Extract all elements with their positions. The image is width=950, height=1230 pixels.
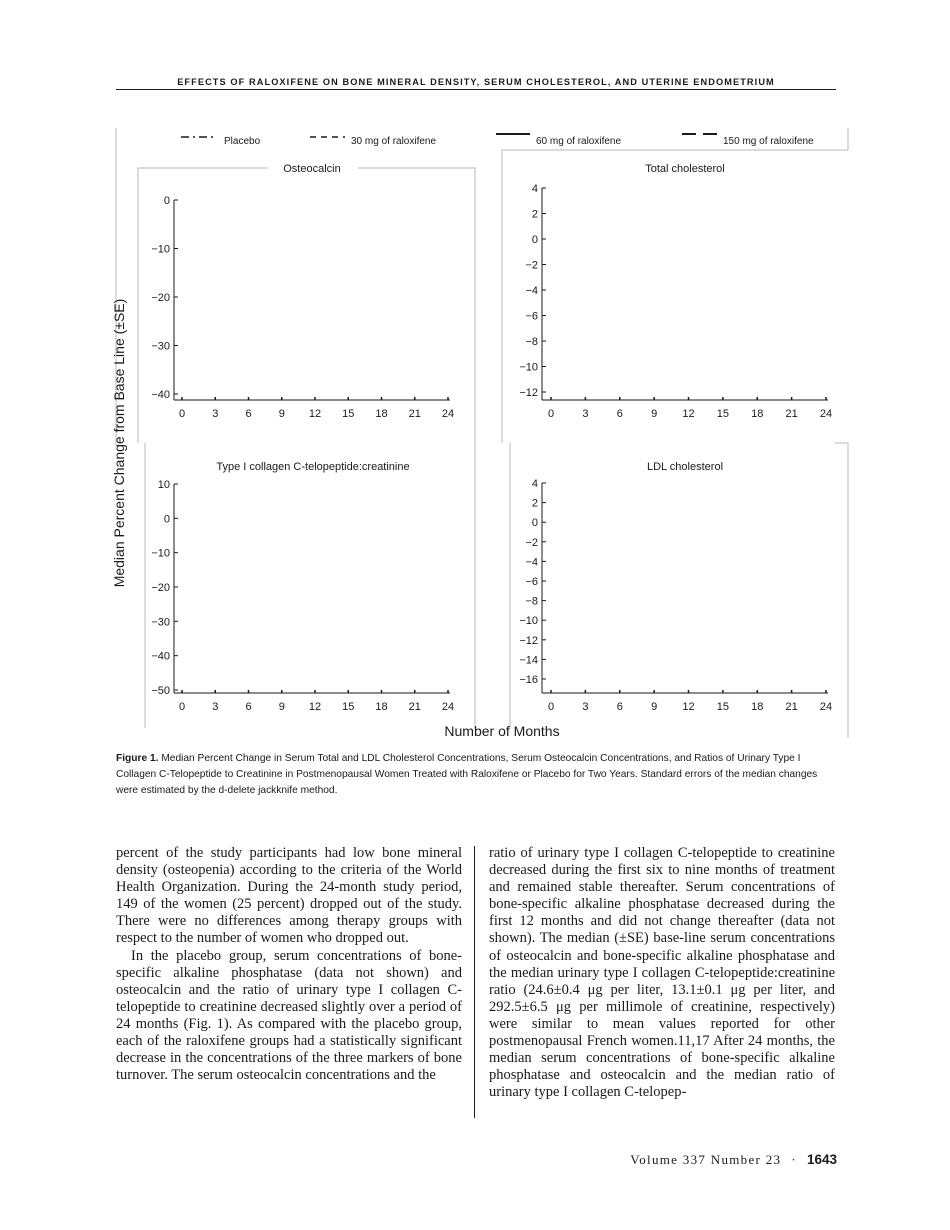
x-tick-label: 9 (651, 701, 658, 713)
x-tick-label: 9 (278, 408, 285, 420)
y-tick-label: −40 (151, 650, 170, 663)
y-tick-label: −2 (525, 536, 538, 549)
x-tick-label: 18 (375, 701, 388, 713)
x-axis-label: Number of Months (444, 723, 560, 739)
journal-issue: Volume 337 Number 23 (630, 1152, 782, 1167)
legend (181, 134, 814, 147)
y-tick-label: −12 (519, 387, 538, 399)
x-tick-label: 0 (178, 408, 186, 420)
x-tick-label: 6 (245, 408, 252, 420)
y-tick-label: −8 (525, 595, 538, 608)
x-tick-label: 9 (278, 701, 285, 713)
legend-label-150mg: 150 mg of raloxifene (723, 136, 814, 147)
y-tick-label: −2 (525, 259, 538, 272)
y-tick-label: −6 (525, 310, 538, 323)
y-tick-label: −10 (519, 615, 538, 628)
body-column-right (489, 845, 835, 1101)
chart-title: Type I collagen C-telopeptide:creatinine (216, 461, 410, 473)
x-tick-label: 0 (547, 408, 555, 420)
chart-title: LDL cholesterol (646, 461, 724, 473)
y-tick-label: −40 (151, 389, 170, 401)
x-tick-label: 6 (616, 701, 623, 713)
page-footer (630, 1152, 837, 1168)
y-tick-label: −14 (519, 654, 538, 667)
x-tick-label: 24 (441, 408, 455, 420)
y-tick-label: −20 (151, 582, 170, 594)
x-tick-label: 6 (245, 701, 252, 713)
y-tick-label: −16 (519, 674, 538, 686)
paragraph: In the placebo group, serum concentrations of bone-specific alkaline phosphatase (data not shown) and osteocalcin and the ratio of urinary type I collagen C-telopeptide to creatinine decreased slightly over a period of 24 months (Fig. 1). As compared with the placebo group, each of the raloxifene groups had a statistically significant decrease in the concentrations of the three markers of bone turnover. The serum osteocalcin concentrations and the (116, 947, 462, 1084)
chart-ctx-creatinine (151, 461, 454, 713)
chart-total-cholesterol (519, 163, 832, 420)
panel-frames (116, 128, 848, 738)
frame-total-cholesterol (502, 128, 848, 443)
page-number: 1643 (806, 1152, 837, 1167)
x-tick-label: 24 (441, 701, 455, 713)
y-tick-label: −4 (525, 285, 538, 297)
x-tick-label: 3 (212, 408, 219, 420)
y-tick-label: −4 (525, 556, 538, 569)
x-tick-label: 15 (716, 408, 729, 420)
x-tick-label: 12 (308, 701, 322, 713)
x-tick-label: 12 (682, 408, 695, 420)
x-tick-label: 21 (785, 701, 798, 713)
y-tick-label: −30 (151, 340, 170, 353)
caption-label: Figure 1. (116, 753, 159, 764)
paragraph: percent of the study participants had low bone mineral density (osteopenia) according to the criteria of the World Health Organization. During the 24-month study period, 149 of the women (25 percent) dropped out of the study. There were no differences among therapy groups with respect to the number of women who dropped out. (116, 845, 462, 947)
x-tick-label: 18 (751, 701, 764, 713)
y-tick-label: 0 (163, 195, 170, 207)
y-tick-label: −10 (519, 361, 538, 374)
legend-label-60mg: 60 mg of raloxifene (536, 136, 622, 147)
paragraph: ratio of urinary type I collagen C-telopeptide to creatinine decreased during the first six to nine months of treatment and remained stable thereafter. Serum concentrations of bone-specific alkaline phosphatase decreased during the first 12 months and did not change thereafter (data not shown). The median (±SE) base-line serum concentrations of osteocalcin and bone-specific alkaline phosphatase and the median urinary type I collagen C-telopeptide:creatinine ratio (24.6±0.4 μg per liter, 13.1±0.1 μg per liter, and 292.5±6.5 μg per millimole of creatinine, respectively) were similar to mean values reported for other postmenopausal French women.11,17 After 24 months, the median serum concentrations of bone-specific alkaline phosphatase and osteocalcin and the median ratio of urinary type I collagen C-telopep- (489, 845, 835, 1101)
running-head: EFFECTS OF RALOXIFENE ON BONE MINERAL DENSITY, SERUM CHOLESTEROL, AND UTERINE ENDOMETRIUM (177, 77, 775, 87)
x-tick-label: 15 (342, 701, 355, 713)
y-tick-label: −10 (151, 547, 170, 560)
y-tick-label: 2 (531, 208, 538, 221)
x-tick-label: 21 (785, 408, 798, 420)
column-rule (474, 846, 475, 1118)
x-tick-label: 15 (342, 408, 355, 420)
y-tick-label: −10 (151, 243, 170, 256)
x-tick-label: 0 (178, 701, 186, 713)
chart-osteocalcin (151, 163, 454, 420)
y-tick-label: −6 (525, 576, 538, 588)
x-tick-label: 3 (582, 408, 589, 420)
y-tick-label: 4 (531, 183, 538, 195)
x-tick-label: 0 (547, 701, 555, 713)
y-tick-label: 0 (531, 234, 538, 246)
x-tick-label: 12 (682, 701, 695, 713)
x-tick-label: 12 (308, 408, 322, 420)
frame-ldl-right (835, 443, 848, 738)
body-column-left (116, 845, 462, 1084)
y-tick-label: 0 (163, 513, 170, 526)
y-tick-label: 2 (531, 497, 538, 510)
chart-ldl-cholesterol (519, 461, 832, 713)
y-tick-label: 4 (531, 478, 538, 490)
legend-label-30mg: 30 mg of raloxifene (351, 136, 437, 147)
chart-title: Total cholesterol (645, 163, 725, 175)
legend-label-placebo: Placebo (224, 136, 261, 147)
figure-caption (116, 751, 841, 799)
x-tick-label: 6 (616, 408, 623, 420)
x-tick-label: 3 (582, 701, 589, 713)
y-tick-label: −30 (151, 616, 170, 629)
y-tick-label: 10 (157, 479, 170, 491)
caption-text: Median Percent Change in Serum Total and LDL Cholesterol Concentrations, Serum Osteocalcin Concentrations, and Ratios of Urinary Type I Collagen C-Telopeptide to Creatinine in Postmenopausal Women Treated with Raloxifene or Placebo for Two Years. Standard errors of the median changes were estimated by the d-delete jackknife method. (116, 753, 818, 796)
y-tick-label: −50 (151, 685, 170, 697)
frame-osteocalcin (138, 168, 475, 443)
chart-title: Osteocalcin (283, 163, 341, 175)
x-tick-label: 15 (716, 701, 729, 713)
y-tick-label: −20 (151, 292, 170, 304)
y-tick-label: −8 (525, 336, 538, 348)
y-tick-label: −12 (519, 634, 538, 647)
x-tick-label: 18 (751, 408, 764, 420)
x-tick-label: 21 (408, 408, 421, 420)
y-axis-label: Median Percent Change from Base Line (±SE) (111, 298, 127, 588)
x-tick-label: 24 (819, 408, 833, 420)
y-tick-label: 0 (531, 517, 538, 530)
footer-separator: · (791, 1152, 797, 1167)
x-tick-label: 9 (651, 408, 658, 420)
x-tick-label: 21 (408, 701, 421, 713)
x-tick-label: 24 (819, 701, 833, 713)
x-tick-label: 18 (375, 408, 388, 420)
x-tick-label: 3 (212, 701, 219, 713)
